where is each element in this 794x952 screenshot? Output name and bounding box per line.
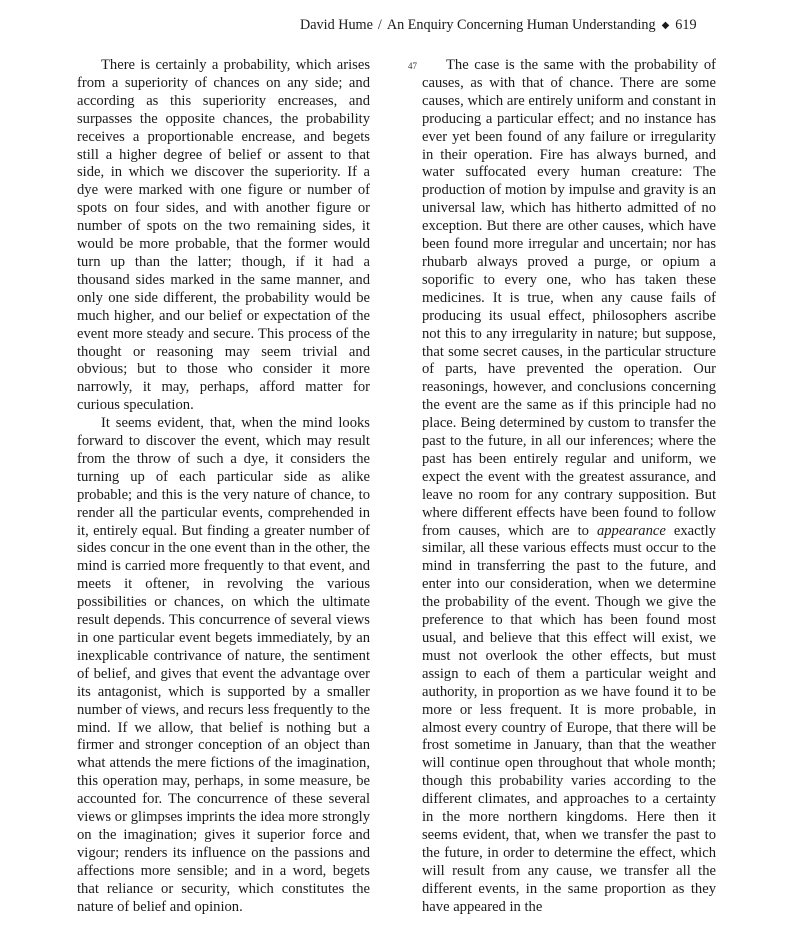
right-text-part-1: The case is the same with the probability of causes, as with that of chance. There are some causes, which are entirely uniform and constant in producing a particular effect; and no instance has ever yet been found of any failure or irregularity in their operation. Fire has always burned, and water suffocated every human creature: The production of motion by impulse and gravity is an universal law, which has hitherto admitted of no exception. But there are other causes, which have been found more irregular and uncertain; nor has rhubarb always proved a purge, or opium a soporific to every one, who has taken these medicines. It is true, when any cause fails of producing its usual effect, philosophers ascribe not this to any irregularity in nature; but suppose, that some secret causes, in the particular structure of parts, have prevented the operation. Our reasonings, however, and conclusions concerning the event are the same as if this principle had no place. Being determined by custom to transfer the past to the future, in all our inferences; where the past has been entirely regular and uniform, we expect the event with the greatest assurance, and leave no room for any contrary supposition. But where different effects have been found to follow from causes, which are to	[422, 57, 716, 539]
running-header	[300, 16, 716, 36]
right-text-part-2: exactly similar, all these various effects must occur to the mind in transferring the past to the future, and enter into our consideration, when we determine the probability of the event. Though we give the preference to that which has been found most usual, and believe that this effect will exist, we must not overlook the other effects, but must assign to each of them a particular weight and authority, in proportion as we have found it to be more or less frequent. It is more probable, in almost every country of Europe, that there will be frost sometime in January, than that the weather will continue open throughout that whole month; though this probability varies according to the different climates, and approaches to a certainty in the more northern kingdoms. Here then it seems evident, that, when we transfer the past to the future, in order to determine the effect, which will result from any cause, we transfer all the different events, in the same proportion as they have appeared in the	[422, 522, 716, 915]
right-paragraph-1	[422, 57, 716, 917]
italic-word: appearance	[596, 522, 666, 539]
left-paragraph-2: It seems evident, that, when the mind looks forward to discover the event, which may result from the throw of such a dye, it considers the turning up of each particular side as alike probable; and this is the very nature of chance, to render all the particular events, comprehended in it, entirely equal. But finding a greater number of sides concur in the one event than in the other, the mind is carried more frequently to that event, and meets it oftener, in revolving the various possibilities or chances, on which the ultimate result depends. This concurrence of several views in one particular event begets immediately, by an inexplicable contrivance of nature, the sentiment of belief, and gives that event the advantage over its antagonist, which is supported by a smaller number of views, and recurs less frequently to the mind. If we allow, that belief is nothing but a firmer and stronger conception of an object than what attends the mere fictions of the imagination, this operation may, perhaps, in some measure, be accounted for. The concurrence of these several views or glimpses imprints the idea more strongly on the imagination; gives it superior force and vigour; renders its influence on the passions and affections more sensible; and in a word, begets that reliance or security, which constitutes the nature of belief and opinion.	[77, 415, 370, 915]
page-number: 619	[675, 17, 697, 33]
margin-note: 47	[408, 61, 417, 71]
header-author: David Hume	[300, 17, 373, 33]
diamond-ornament-icon: ◆	[661, 20, 670, 31]
right-column	[422, 57, 716, 917]
left-column	[77, 57, 370, 917]
header-separator: /	[377, 17, 382, 33]
left-paragraph-1: There is certainly a probability, which arises from a superiority of chances on any side; and according as this superiority encreases, and surpasses the opposite chances, the probability receives a proportionable encrease, and begets still a higher degree of belief or assent to that side, in which we discover the superiority. If a dye were marked with one figure or number of spots on four sides, and with another figure or number of spots on the two remaining sides, it would be more probable, that the former would turn up than the latter; though, if it had a thousand sides marked in the same manner, and only one side different, the probability would be much higher, and our belief or expectation of the event more steady and secure. This process of the thought or reasoning may seem trivial and obvious; but to those who consider it more narrowly, it may, perhaps, afford matter for curious speculation.	[77, 57, 370, 414]
header-title: An Enquiry Concerning Human Understanding	[386, 17, 656, 33]
